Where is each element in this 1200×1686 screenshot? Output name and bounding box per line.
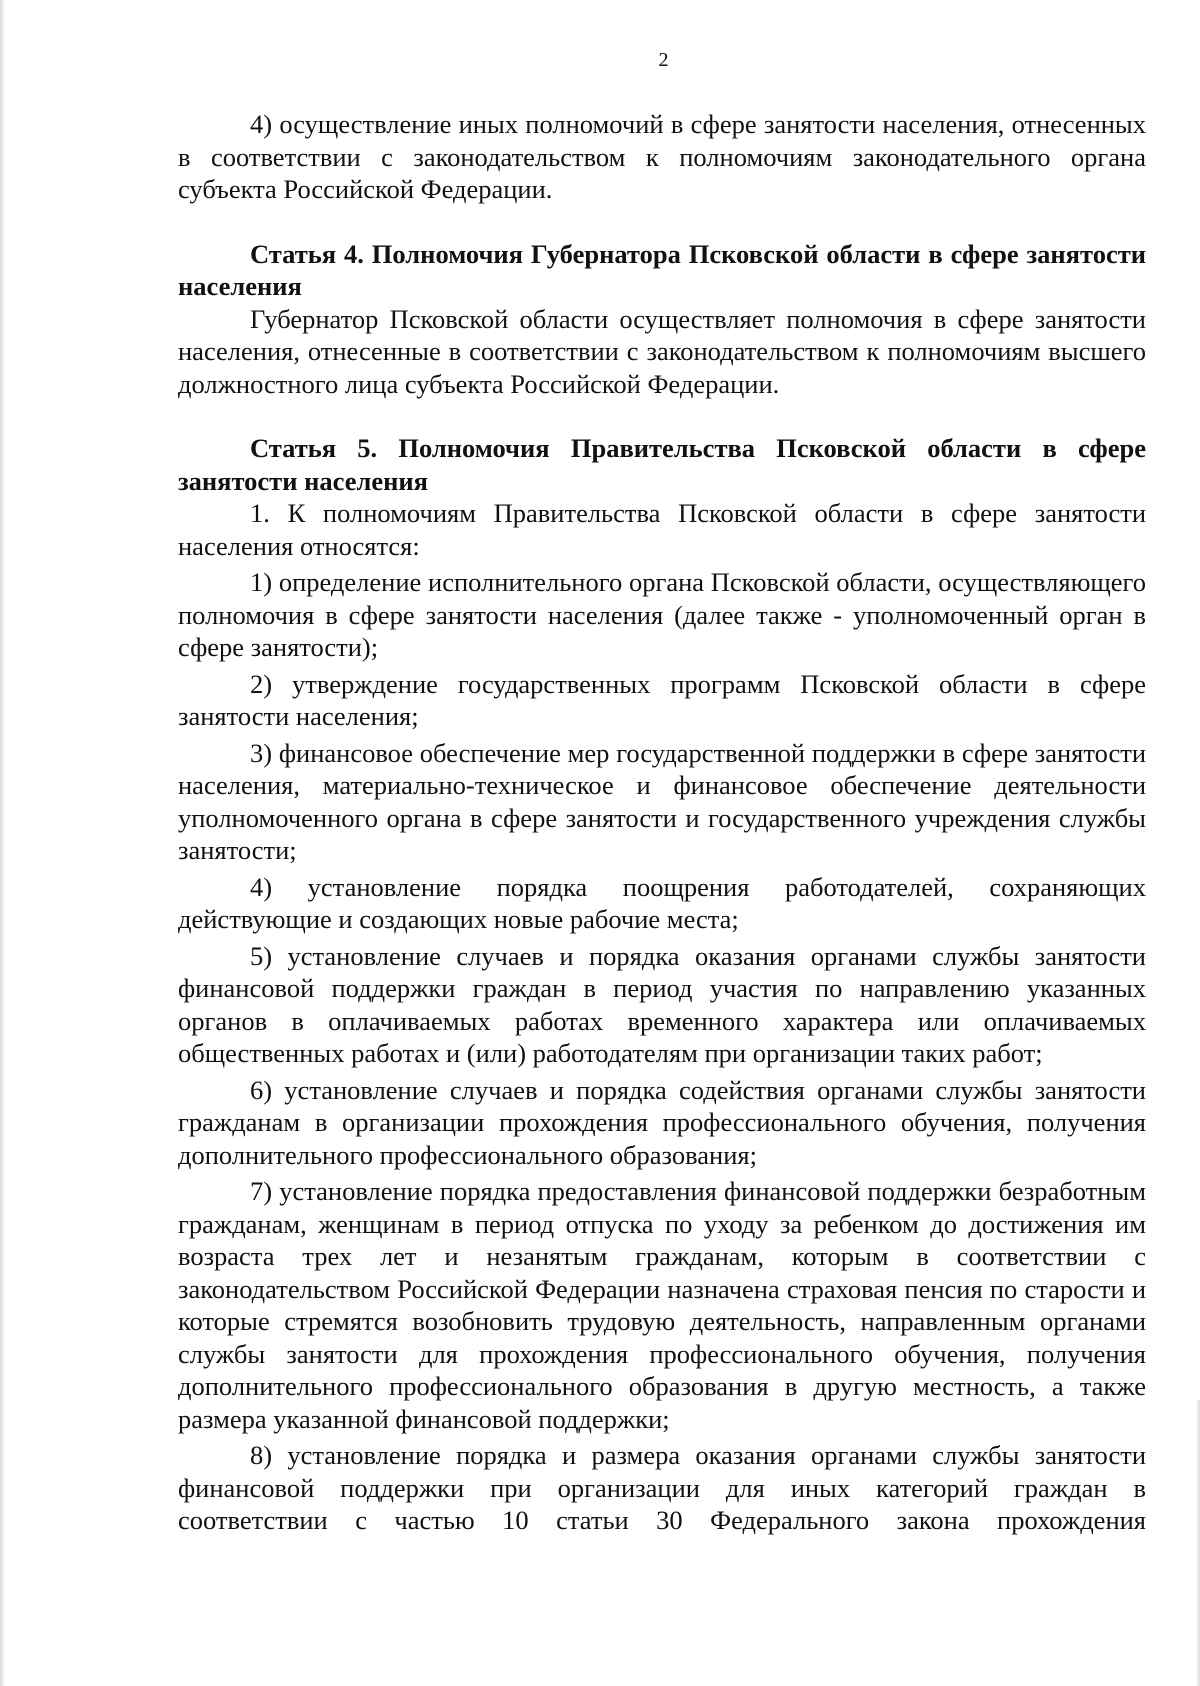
page-number: 2 xyxy=(658,49,669,71)
list-item-3: 3) финансовое обеспечение мер государственной поддержки в сфере занятости населения, материально-техническое и финансовое обеспечение деятельности уполномоченного органа в сфере занятости и государственного учреждения службы занятости; xyxy=(178,737,1146,865)
list-item-6: 6) установление случаев и порядка содействия органами службы занятости гражданам в организации прохождения профессионального обучения, получения дополнительного профессионального образования; xyxy=(178,1074,1146,1170)
article-5-intro: 1. К полномочиям Правительства Псковской области в сфере занятости населения относятся: xyxy=(178,498,1146,561)
list-item-7: 7) установление порядка предоставления финансовой поддержки безработным гражданам, женщинам в период отпуска по уходу за ребенком до достижения им возраста трех лет и незанятым гражданам, которым в соответствии с законодательством Российской Федерации назначена страховая пенсия по старости и которые стремятся возобновить трудовую деятельность, направленным органами службы занятости для прохождения профессионального обучения, получения дополнительного профессионального образования в другую местность, а также размера указанной финансовой поддержки; xyxy=(178,1176,1146,1434)
article-4-heading: Статья 4. Полномочия Губернатора Псковской области в сфере занятости населения xyxy=(178,238,1146,301)
list-item-4: 4) установление порядка поощрения работодателей, сохраняющих действующие и создающих новые рабочие места; xyxy=(178,871,1146,934)
scan-edge-left xyxy=(0,0,6,1686)
article-4-text: Губернатор Псковской области осуществляет полномочия в сфере занятости населения, отнесенные в соответствии с законодательством к полномочиям высшего должностного лица субъекта Российской Федерации. xyxy=(178,303,1146,399)
list-item-8: 8) установление порядка и размера оказания органами службы занятости финансовой поддержки при организации для иных категорий граждан в соответствии с частью 10 статьи 30 Федерального закона прохождения xyxy=(178,1440,1146,1535)
scan-edge-right xyxy=(1196,1400,1200,1686)
paragraph-item-4-previous: 4) осуществление иных полномочий в сфере занятости населения, отнесенных в соответствии с законодательством к полномочиям законодательного органа субъекта Российской Федерации. xyxy=(178,109,1146,204)
list-item-1: 1) определение исполнительного органа Псковской области, осуществляющего полномочия в сфере занятости населения (далее также - уполномоченный орган в сфере занятости); xyxy=(178,567,1146,662)
list-item-5: 5) установление случаев и порядка оказания органами службы занятости финансовой поддержки граждан в период участия по направлению указанных органов в оплачиваемых работах временного характера или оплачиваемых общественных работах и (или) работодателям при организации таких работ; xyxy=(178,940,1146,1068)
document-body xyxy=(178,108,1146,1537)
list-item-2: 2) утверждение государственных программ Псковской области в сфере занятости населения; xyxy=(178,668,1146,731)
article-5-heading: Статья 5. Полномочия Правительства Псковской области в сфере занятости населения xyxy=(178,433,1146,496)
